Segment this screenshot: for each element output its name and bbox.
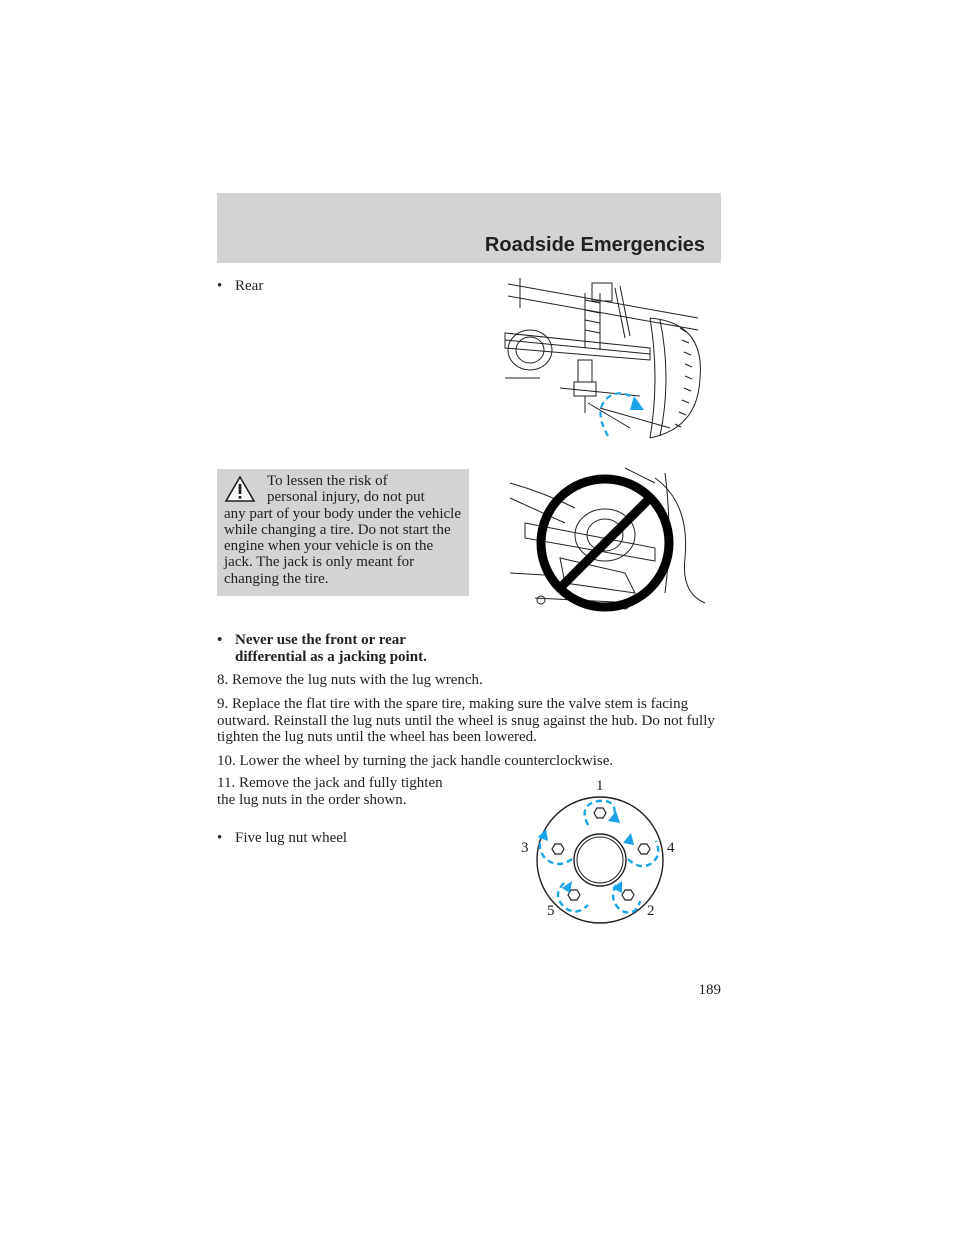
lug-label-4: 4 [667,840,675,856]
rear-axle-jack-illustration [500,278,705,443]
lug-label-5: 5 [547,903,555,919]
bullet-dot: • [217,278,223,294]
lug-nut-4 [638,844,650,854]
lug-label-3: 3 [521,840,529,856]
warning-body: any part of your body under the vehicle while changing a tire. Do not start the engine when your vehicle is on the jack. The jack is only meant for changing the tire. [224,505,462,587]
lug-nut-1 [594,808,606,818]
warning-line-2: personal injury, do not put [267,489,425,506]
page-number: 189 [698,982,721,998]
bullet-never-differential [217,632,477,668]
step-8: 8. Remove the lug nuts with the lug wrench. [217,672,483,688]
section-title: Roadside Emergencies [484,234,705,256]
warning-line-1: To lessen the risk of [267,473,388,489]
bullet-dot: • [217,632,223,648]
step-11: 11. Remove the jack and fully tighten the lug nuts in the order shown. [217,775,443,808]
lug-nut-2 [622,890,634,900]
step-10: 10. Lower the wheel by turning the jack handle counterclockwise. [217,753,614,769]
bullet-dot: • [217,830,223,846]
warning-box [217,469,469,596]
bullet-rear [217,278,467,296]
lug-nut-3 [552,844,564,854]
lug-label-1: 1 [596,778,604,794]
bullet-five-lug [217,830,467,848]
section-header [217,193,721,263]
lug-label-2: 2 [647,903,655,919]
bullet-never-text: Never use the front or rear differential as a jacking point. [235,632,427,665]
warning-text [224,473,464,587]
step-9: 9. Replace the flat tire with the spare tire, making sure the valve stem is facing outward. Reinstall the lug nuts until the wheel is snug against the hub. Do not fully tighten the lug nuts until the wheel has been lowered. [217,696,715,745]
prohibited-jacking-illustration [505,463,710,621]
bullet-five-lug-text: Five lug nut wheel [235,830,348,846]
bullet-rear-text: Rear [235,278,264,294]
